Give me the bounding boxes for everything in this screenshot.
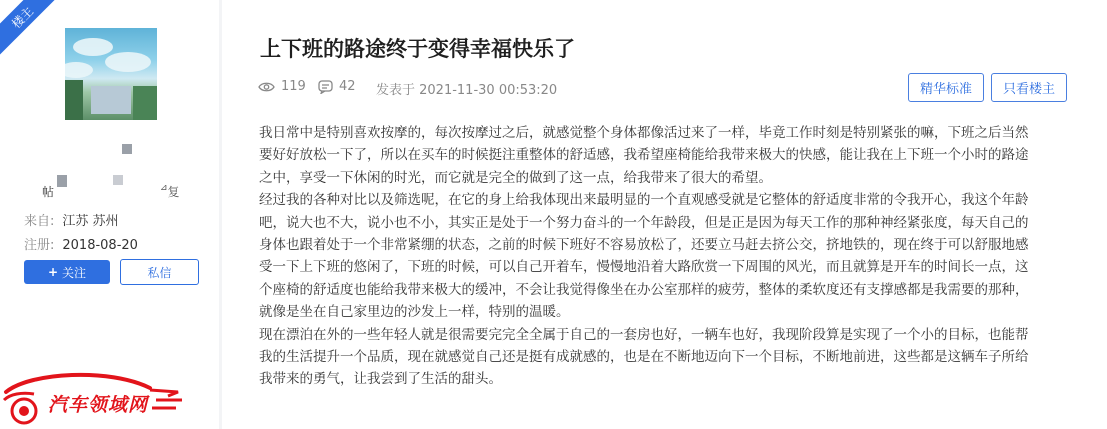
publish-time-value: 发表于 2021-11-30 00:53:20	[376, 83, 558, 98]
username-mosaic	[122, 144, 132, 154]
follow-button[interactable]	[24, 260, 110, 284]
comment-icon	[318, 80, 333, 94]
site-logo	[0, 366, 190, 429]
posts-count-mosaic	[57, 175, 67, 187]
post-paragraph-1: 我日常中是特别喜欢按摩的，每次按摩过之后，就感觉整个身体都像活过来了一样，毕竟工作时刻是特别紧张的嘛，下班之后当然要好好放松一下了，所以在买车的时候挺注重整体的舒适感，我希望座椅能给我带来极大的快感，能让我在上下班一个小时的路途之中，享受一下休闲的时光，而它就是完全的做到了这一点，给我带来了很大的希望。	[259, 125, 1029, 186]
post-paragraph-3: 现在漂泊在外的一些年轻人就是很需要完完全全属于自己的一套房也好，一辆车也好，我现阶段算是实现了一个小的目标，也能帮我的生活提升一个品质，现在就感觉自己还是挺有成就感的，也是在不断地迈向下一个目标，不断地前进，这些都是这辆车子所给我带来的勇气，让我尝到了生活的甜头。	[259, 326, 1029, 388]
replies-label: ⊿复	[160, 183, 180, 199]
author-only-button[interactable]	[991, 73, 1067, 102]
registered-value: 2018-08-20	[62, 238, 138, 253]
thread-starter-badge	[0, 0, 69, 64]
location-label: 来自:	[24, 214, 55, 229]
registered-label: 注册:	[24, 238, 55, 253]
post-title: 上下班的路途终于变得幸福快乐了	[260, 37, 575, 61]
registered-row	[24, 234, 138, 253]
location-value: 江苏 苏州	[62, 214, 119, 229]
featured-standard-button[interactable]	[908, 73, 984, 102]
thread-starter-badge-label: 楼主	[8, 3, 36, 31]
author-sidebar	[0, 0, 219, 429]
post-paragraph-2: 经过我的各种对比以及筛选呢，在它的身上给我体现出来最明显的一个直观感受就是它整体的舒适度非常的令我开心，我这个年龄吧，说大也不大，说小也不小，其实正是处于一个努力奋斗的一个年龄段，但是正是因为每天工作的那种神经紧张度，每天自己的身体也跟着处于一个非常紧绷的状态，之前的时候下班好不容易放松了，还要立马赶去挤公交，挤地铁的，现在终于可以舒服地感受一下上下班的悠闲了，下班的时候，可以自己开着车，慢慢地沿着大路欣赏一下周围的风光，而且就算是开车的时间长一点，这个座椅的舒适度也能给我带来极大的缓冲，不会让我觉得像坐在办公室那样的疲劳，整体的柔软度还有支撑感都是我需要的那种，就像是坐在自己家里边的沙发上一样，特别的温暖。	[259, 192, 1029, 321]
featured-standard-label: 精华标准	[919, 82, 972, 97]
message-button[interactable]	[120, 259, 199, 285]
message-button-label: 私信	[147, 265, 172, 280]
logo-text: 汽车领域网	[48, 394, 149, 416]
comments-count	[318, 79, 356, 94]
views-count	[258, 79, 306, 94]
eye-icon	[258, 81, 275, 93]
views-count-value: 119	[281, 79, 306, 94]
plus-icon: +	[47, 265, 59, 279]
posts-label: 帖	[42, 185, 55, 199]
post-panel	[222, 0, 1107, 429]
author-only-label: 只看楼主	[1002, 82, 1055, 97]
replies-count-mosaic	[113, 175, 123, 185]
avatar[interactable]	[65, 28, 157, 120]
post-body	[259, 122, 1039, 391]
follow-button-label: 关注	[62, 265, 87, 280]
publish-time	[376, 79, 557, 98]
location-row	[24, 210, 119, 229]
comments-count-value: 42	[339, 79, 356, 94]
